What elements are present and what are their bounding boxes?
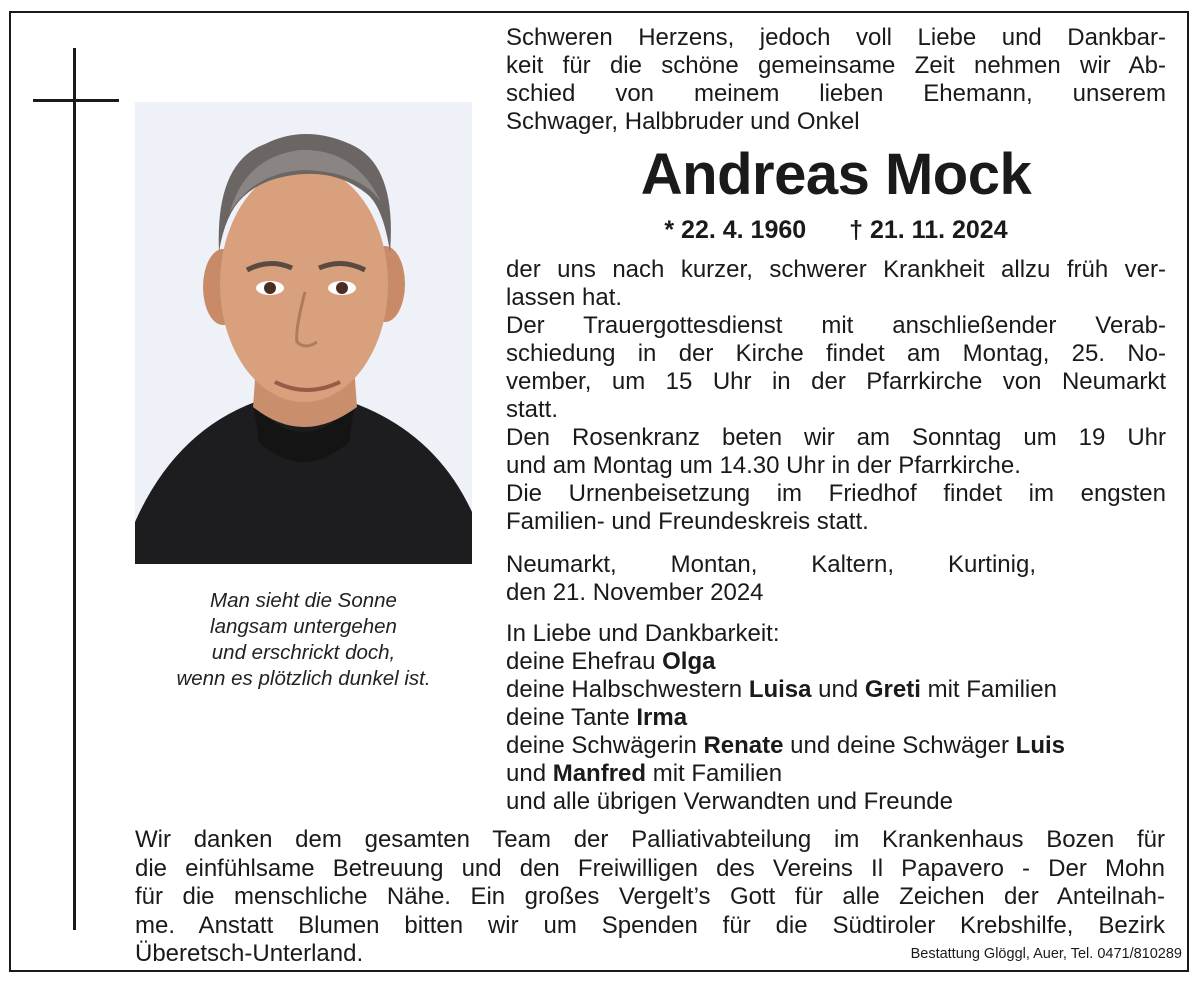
life-dates (506, 214, 1166, 246)
mourners (506, 620, 1166, 816)
quote-line: wenn es plötzlich dunkel ist. (176, 667, 431, 690)
closing-line: me. Anstatt Blumen bitten wir um Spenden für die Südtiroler Krebshilfe, Bezirk (135, 911, 1165, 939)
mourner-line: deine Schwägerin Renate und deine Schwäger Luis (506, 732, 1066, 759)
portrait-photo (135, 102, 472, 564)
body-line: Die Urnenbeisetzung im Friedhof findet im engsten (506, 480, 1166, 507)
body-text (506, 256, 1166, 536)
body-line: Familien- und Freundeskreis statt. (506, 508, 869, 535)
intro-line: schied von meinem lieben Ehemann, unserem (506, 80, 1166, 107)
funeral-home-credit: Bestattung Glöggl, Auer, Tel. 0471/810289 (910, 946, 1182, 962)
closing-line: Überetsch-Unterland. (135, 940, 364, 967)
quote-line: Man sieht die Sonne (210, 589, 397, 612)
mourner-line: deine Halbschwestern Luisa und Greti mit Familien (506, 676, 1057, 703)
mourner-line: deine Tante Irma (506, 704, 688, 731)
portrait-illustration (135, 102, 472, 564)
deceased-name: Andreas Mock (640, 142, 1032, 207)
quote-line: langsam untergehen (210, 615, 397, 638)
closing-line: für die menschliche Nähe. Ein großes Vergelt’s Gott für alle Zeichen der Anteilnah- (135, 883, 1165, 910)
intro-line: Schwager, Halbbruder und Onkel (506, 108, 860, 135)
mourner-line: und Manfred mit Familien (506, 760, 783, 787)
body-line: schiedung in der Kirche findet am Montag, 25. No- (506, 340, 1166, 367)
place-line: Neumarkt, Montan, Kaltern, Kurtinig, (506, 551, 1036, 578)
mourners-heading: In Liebe und Dankbarkeit: (506, 620, 780, 647)
mourner-line: deine Ehefrau Olga (506, 648, 716, 675)
death-date: † 21. 11. 2024 (849, 216, 1008, 244)
cross-icon (73, 48, 76, 930)
intro-text (506, 24, 1166, 136)
date-line: den 21. November 2024 (506, 579, 764, 606)
intro-line: keit für die schöne gemeinsame Zeit nehmen wir Ab- (506, 52, 1166, 79)
quote (135, 588, 472, 692)
closing-line: Wir danken dem gesamten Team der Palliativabteilung im Krankenhaus Bozen für (135, 826, 1165, 853)
body-line: Den Rosenkranz beten wir am Sonntag um 19 Uhr (506, 424, 1166, 451)
body-line: lassen hat. (506, 284, 623, 311)
body-line: und am Montag um 14.30 Uhr in der Pfarrkirche. (506, 452, 1021, 479)
birth-date: * 22. 4. 1960 (664, 216, 807, 244)
body-line: der uns nach kurzer, schwerer Krankheit allzu früh ver- (506, 256, 1166, 283)
mourner-line: und alle übrigen Verwandten und Freunde (506, 788, 953, 815)
body-line: statt. (506, 396, 559, 423)
body-line: Der Trauergottesdienst mit anschließender Verab- (506, 312, 1166, 339)
cross-icon-bar (33, 99, 119, 102)
body-line: vember, um 15 Uhr in der Pfarrkirche von Neumarkt (506, 368, 1166, 395)
intro-line: Schweren Herzens, jedoch voll Liebe und Dankbar- (506, 24, 1166, 51)
quote-line: und erschrickt doch, (211, 641, 396, 664)
place-date (506, 551, 1036, 607)
closing-line: die einfühlsame Betreuung und den Freiwilligen des Vereins Il Papavero - Der Mohn (135, 854, 1165, 882)
